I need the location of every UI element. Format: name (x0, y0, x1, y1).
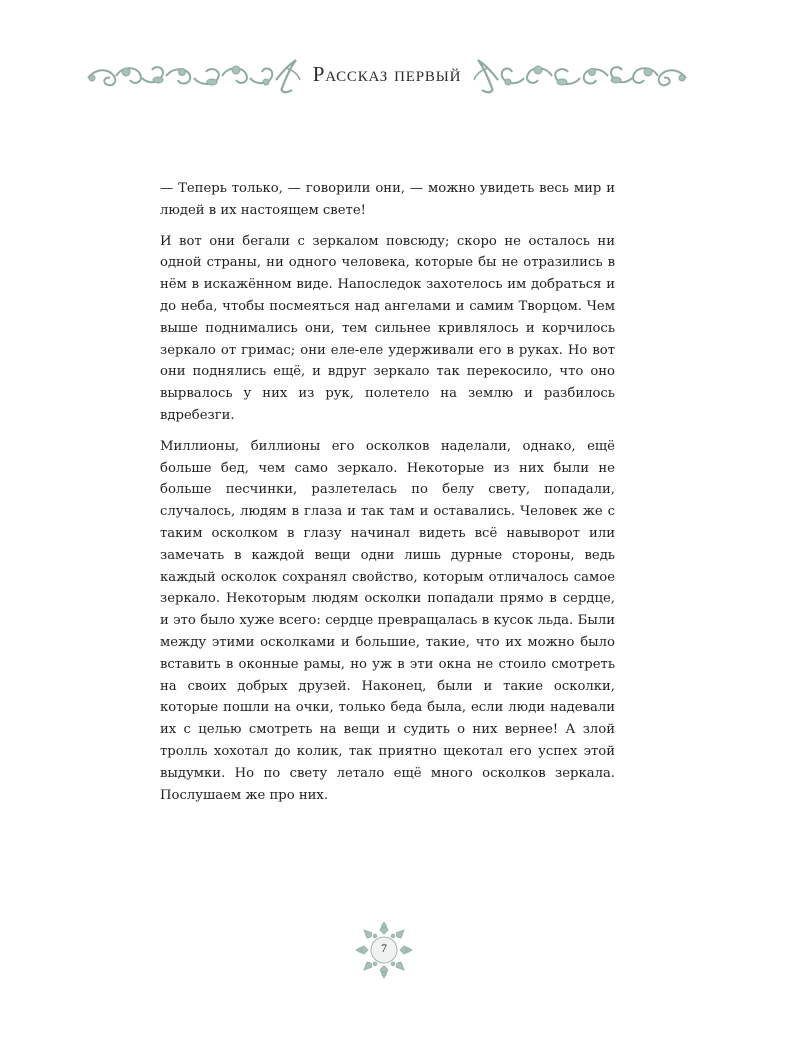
paragraph: И вот они бегали с зеркалом повсюду; скоро не осталось ни одной страны, ни одного человека, которые бы не отразились в нём в искажённом виде. Напоследок захотелось им добраться и до неба, чтобы посмеяться над ангелами и самим Творцом. Чем выше поднимались они, тем сильнее кривлялось и корчилось зеркало от гримас; они еле-еле удерживали его в руках. Но вот они поднялись ещё, и вдруг зеркало так перекосило, что оно вырвалось у них из рук, полетело на землю и разбилось вдребезги. (160, 233, 615, 423)
paragraph: — Теперь только, — говорили они, — можно увидеть весь мир и людей в их настоящем свете! (160, 181, 615, 218)
chapter-title: Рассказ первый (312, 62, 462, 86)
story-text (160, 178, 615, 815)
left-ornament-flourish (86, 54, 304, 100)
paragraph: Миллионы, биллионы его осколков наделали, однако, ещё больше бед, чем само зеркало. Некоторые из них были не больше песчинки, разлетелась по белу свету, попадали, случалось, людям в глаза и так там и оставались. Человек же с таким осколком в глазу начинал видеть всё навыворот или замечать в каждой вещи одни лишь дурные стороны, ведь каждый осколок сохранял свойство, которым отличалось самое зеркало. Некоторым людям осколки попадали прямо в сердце, и это было хуже всего: сердце превращалась в кусок льда. Были между этими осколками и большие, такие, что их можно было вставить в оконные рамы, но уж в эти окна не стоило смотреть на своих добрых друзей. Наконец, были и такие осколки, которые пошли на очки, только беда была, если люди надевали их с целью смотреть на вещи и судить о них вернее! А злой тролль хохотал до колик, так приятно щекотал его успех этой выдумки. Но по свету летало ещё много осколков зеркала. Послушаем же про них. (160, 438, 615, 803)
page-number: 7 (381, 941, 387, 955)
page-header (0, 54, 786, 100)
page-number-ornament (354, 920, 414, 980)
right-ornament-flourish (470, 54, 688, 100)
